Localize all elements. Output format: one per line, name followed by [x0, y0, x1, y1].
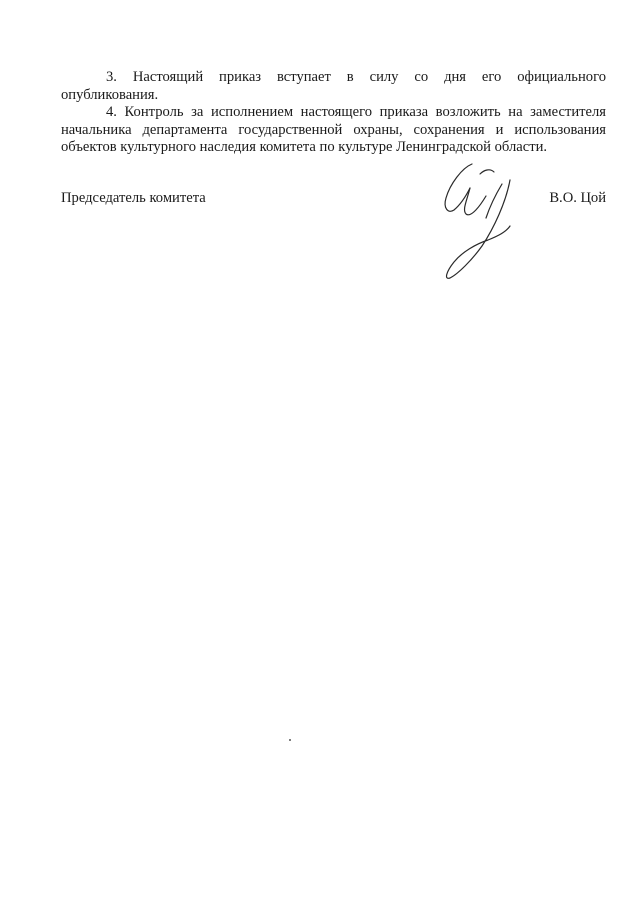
signatory-name: В.О. Цой [549, 190, 606, 206]
paragraph-4-line-1: 4. Контроль за исполнением настоящего приказа возложить на заместителя [106, 104, 606, 120]
page-speck [289, 739, 291, 741]
paragraph-4-line-3: объектов культурного наследия комитета по культуре Ленинградской области. [61, 139, 548, 155]
handwritten-signature [436, 158, 526, 284]
paragraph-3-line-2: опубликования. [61, 87, 159, 103]
signatory-position: Председатель комитета [61, 190, 206, 206]
paragraph-4-line-2: начальника департамента государственной охраны, сохранения и использования [61, 122, 606, 138]
paragraph-3-line-1: 3. Настоящий приказ вступает в силу со дня его официального [106, 69, 606, 85]
